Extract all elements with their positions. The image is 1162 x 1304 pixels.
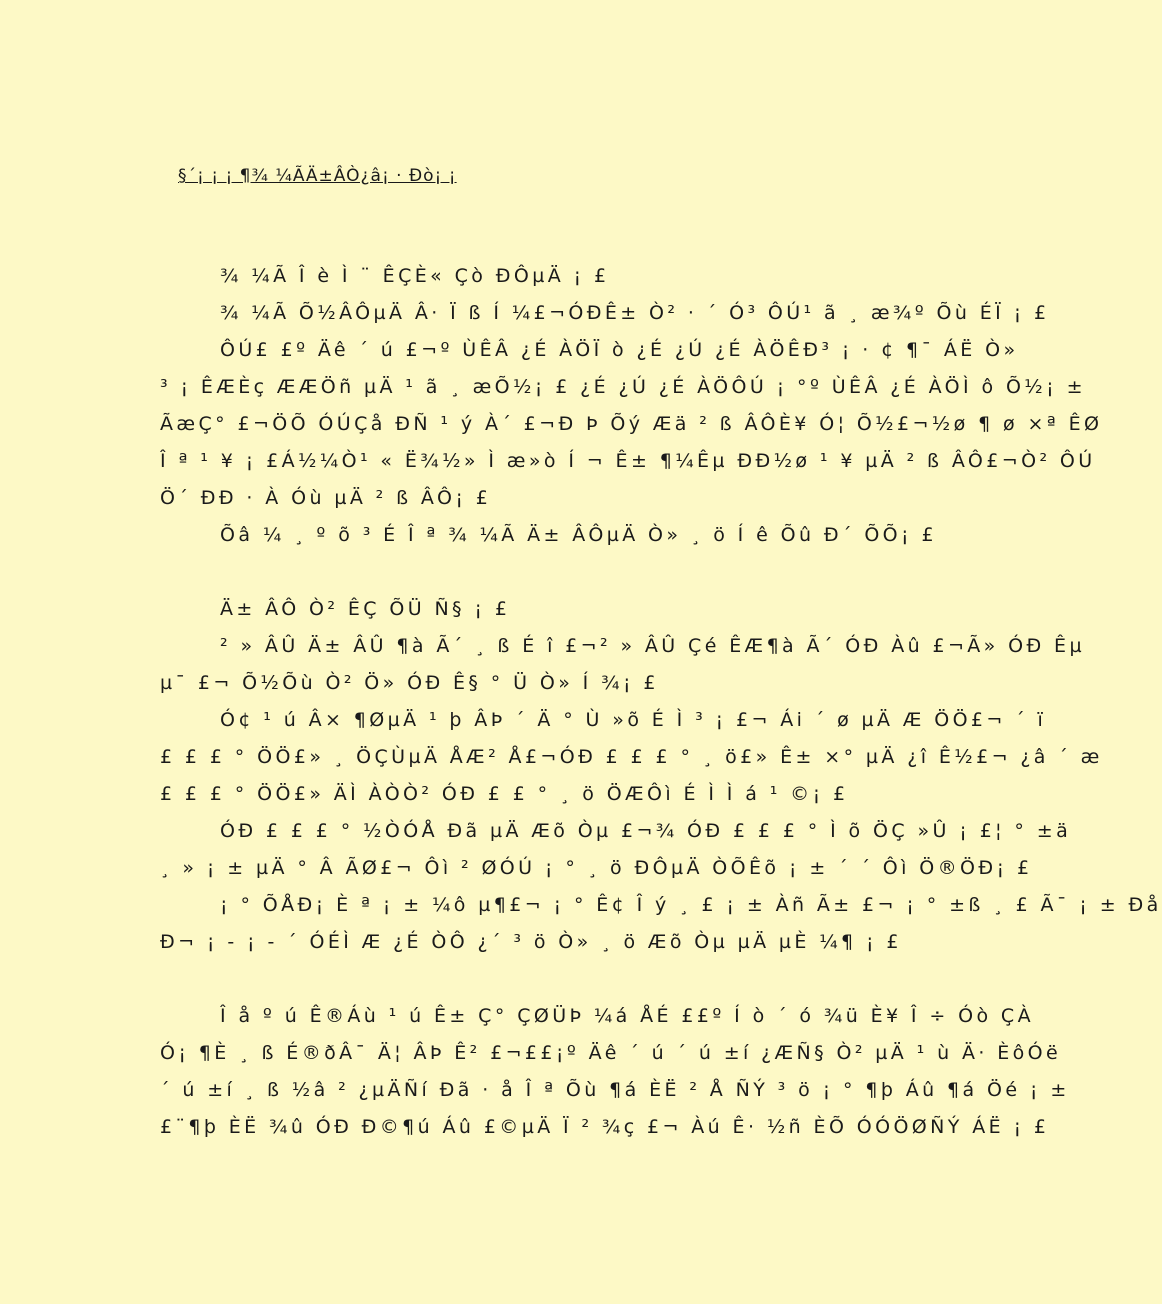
paragraph-line: ¡ ° ÕÅÐ¡ È ª ¡ ± ¼ô µ¶£¬ ¡ ° Ê¢ Î ý ¸ £ ¡ ± Àñ Ã± £¬ ¡ ° ±ß ¸ £ Ã¯ ¡ ± Ðå (220, 894, 1162, 916)
paragraph-line: £ £ £ ° ÖÖ£» ÄÌ ÀÒÒ² ÓÐ £ £ ° ¸ ö ÖÆÔì É Ì Ì á ¹ ©¡ £ (160, 783, 849, 805)
paragraph-line: £¨¶þ ÈË ¾û ÓÐ Ð©¶ú Áû £©µÄ Ï ² ¾ç £¬ Àú Ê· ½ñ ÈÕ ÓÓÖØÑÝ ÁË ¡ £ (160, 1116, 1050, 1138)
paragraph-line: ÔÚ£ £º Äê ´ ú £¬º ÙÊÂ ¿É ÀÖÏ ò ¿É ¿Ú ¿É ÀÖÊÐ³ ¡ · ¢ ¶¯ ÁË Ò» (220, 339, 1019, 361)
paragraph-line: Î ª ¹ ¥ ¡ £Á½¼Ò¹ « Ë¾½» Ì æ»ò Í ¬ Ê± ¶¼Êµ ÐÐ½ø ¹ ¥ µÄ ² ß ÂÔ£¬Ò² ÔÚ (160, 450, 1096, 472)
section-gap (160, 554, 830, 591)
paragraph-line: Õâ ¼ ¸ º õ ³ É Î ª ¾ ¼Ã Ä± ÂÔµÄ Ò» ¸ ö Í ê Õû Ð´ ÕÕ¡ £ (220, 524, 937, 546)
document-body (160, 258, 1162, 1146)
section-1 (160, 258, 1103, 554)
paragraph-line: ¸ » ¡ ± µÄ ° Â ÃØ£¬ Ôì ² ØÓÚ ¡ ° ¸ ö ÐÔµÄ ÒÕÊõ ¡ ± ´ ´ Ôì Ö®ÖÐ¡ £ (160, 857, 1033, 879)
paragraph-line: Ó¢ ¹ ú Â× ¶ØµÄ ¹ þ ÂÞ ´ Ä ° Ù »õ É Ì ³ ¡ £¬ Ái ´ ø µÄ Æ ÖÖ£¬ ´ ï (220, 709, 1047, 731)
paragraph-line: ³ ¡ ÊÆÈç ÆÆÖñ µÄ ¹ ã ¸ æÕ½¡ £ ¿É ¿Ú ¿É ÀÖÔÚ ¡ °º ÙÊÂ ¿É ÀÖÌ ô Õ½¡ ± (160, 376, 1086, 398)
section-gap (160, 961, 830, 998)
paragraph-line: Ó¡ ¶È ¸ ß É®ðÂ¯ Ä¦ ÂÞ Ê² £¬££¡º Äê ´ ú ´ ú ±í ¿ÆÑ§ Ò² µÄ ¹ ù Ä· ÈôÓë (160, 1042, 1062, 1064)
paragraph-line: £ £ £ ° ÖÖ£» ¸ ÖÇÙµÄ ÅÆ² Å£¬ÓÐ £ £ £ ° ¸ ö£» Ê± ×° µÄ ¿î Ê½£¬ ¿â ´ æ (160, 746, 1103, 768)
header-link[interactable]: §´¡ ¡ ¡ ¶¾ ¼ÃÄ±ÂÒ¿â¡ · Ðò¡ ¡ (178, 166, 457, 186)
paragraph-line: ÃæÇ° £¬ÖÕ ÓÚÇå ÐÑ ¹ ý À´ £¬Ð Þ Õý Æä ² ß ÂÔÈ¥ Ó¦ Õ½£¬½ø ¶ ø ×ª ÊØ (160, 413, 1103, 435)
paragraph-line: ¾ ¼Ã Õ½ÂÔµÄ Â· Ï ß Í ¼£¬ÓÐÊ± Ò² · ´ Ó³ ÔÚ¹ ã ¸ æ¾º Õù ÉÏ ¡ £ (220, 302, 1050, 324)
section-2 (160, 591, 1162, 961)
section-heading: Ä± ÂÔ Ò² ÊÇ ÕÜ Ñ§ ¡ £ (220, 598, 511, 620)
paragraph-line: ´ ú ±í ¸ ß ½â ² ¿µÄÑí Ðã · å Î ª Õù ¶á ÈË ² Å ÑÝ ³ ö ¡ ° ¶þ Áû ¶á Öé ¡ ± (160, 1079, 1070, 1101)
paragraph-line: µ¯ £¬ Õ½Õù Ò² Ö» ÓÐ Ê§ ° Ü Ò» Í ¾¡ £ (160, 672, 659, 694)
paragraph-line: Î å º ú Ê®Áù ¹ ú Ê± Ç° ÇØÜÞ ¼á ÅÉ ££º Í ò ´ ó ¾ü È¥ Î ÷ Óò ÇÀ (220, 1005, 1034, 1027)
paragraph-line: Ö´ ÐÐ · À Óù µÄ ² ß ÂÔ¡ £ (160, 487, 492, 509)
paragraph-line: ² » ÂÛ Ä± ÂÛ ¶à Ã´ ¸ ß É î £¬² » ÂÛ Çé ÊÆ¶à Ã´ ÓÐ Àû £¬Ã» ÓÐ Êµ (220, 635, 1085, 657)
section-3 (160, 998, 1070, 1146)
paragraph-line: Ð¬ ¡ - ¡ - ´ ÓÉÌ Æ ¿É ÒÔ ¿´ ³ ö Ò» ¸ ö Æõ Òµ µÄ µÈ ¼¶ ¡ £ (160, 931, 902, 953)
paragraph-line: ÓÐ £ £ £ ° ½ÒÓÅ Ðã µÄ Æõ Òµ £¬¾ ÓÐ £ £ £ ° Ì õ ÖÇ »Û ¡ £¦ ° ±ä (220, 820, 1072, 842)
section-heading: ¾ ¼Ã Î è Ì ¨ ÊÇÈ« Çò ÐÔµÄ ¡ £ (220, 265, 610, 287)
